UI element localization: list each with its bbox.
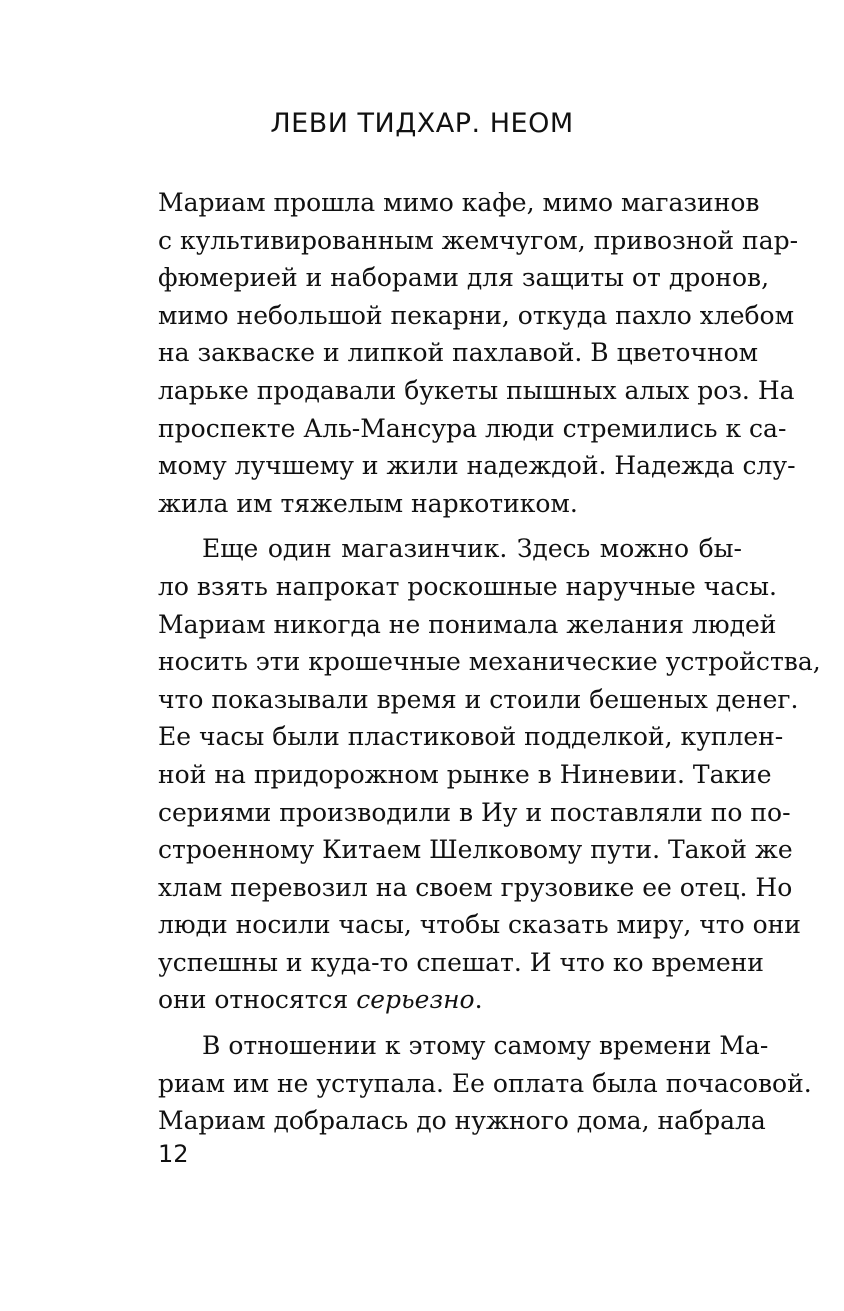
paragraph-3-line-3: Мариам добралась до нужного дома, набрала	[158, 1106, 766, 1136]
paragraph-1-line-4: мимо небольшой пекарни, откуда пахло хлебом	[158, 300, 795, 330]
page-number: 12	[158, 1140, 189, 1168]
running-title: ЛЕВИ ТИДХАР. НЕОМ	[270, 108, 574, 139]
paragraph-1-line-6: ларьке продавали букеты пышных алых роз. На	[158, 375, 795, 405]
paragraph-3-line-1: В отношении к этому самому времени Ма-	[202, 1031, 769, 1061]
paragraph-1-line-1: Мариам прошла мимо кафе, мимо магазинов	[158, 188, 760, 217]
paragraph-2-line-8: сериями производили в Иу и поставляли по по-	[158, 797, 791, 827]
paragraph-1-line-3: фюмерией и наборами для защиты от дронов,	[158, 263, 770, 293]
paragraph-2-line-3: Мариам никогда не понимала желания людей	[158, 609, 777, 639]
emphasis-word: серьезно	[356, 985, 475, 1015]
paragraph-2-line-10: хлам перевозил на своем грузовике ее отец. Но	[158, 872, 793, 902]
paragraph-2-line-4: носить эти крошечные механические устройства,	[158, 647, 821, 677]
paragraph-2-last-suffix: .	[474, 985, 483, 1015]
paragraph-1-line-2: с культивированным жемчугом, привозной пар-	[158, 225, 799, 255]
paragraph-1-line-7: проспекте Аль-Мансура люди стремились к са-	[158, 413, 787, 443]
paragraph-2-last-prefix: они относятся	[158, 985, 357, 1015]
paragraph-3-line-2: риам им не уступала. Ее оплата была почасовой.	[158, 1068, 812, 1098]
paragraph-2-line-12: успешны и куда-то спешат. И что ко времени	[158, 947, 764, 977]
body-text	[158, 184, 821, 1140]
paragraph-2-line-6: Ее часы были пластиковой подделкой, куплен-	[158, 722, 784, 752]
paragraph-2-line-5: что показывали время и стоили бешеных денег.	[158, 684, 799, 714]
paragraph-1-line-8: мому лучшему и жили надеждой. Надежда слу-	[158, 451, 796, 481]
paragraph-2-line-11: люди носили часы, чтобы сказать миру, что они	[158, 910, 801, 940]
paragraph-2-line-13	[158, 981, 742, 1019]
paragraph-1-line-9: жила им тяжелым наркотиком.	[158, 488, 578, 518]
paragraph-2-line-2: ло взять напрокат роскошные наручные часы.	[158, 571, 778, 601]
paragraph-1-line-5: на закваске и липкой пахлавой. В цветочном	[158, 338, 759, 368]
paragraph-2-line-9: строенному Китаем Шелковому пути. Такой же	[158, 835, 793, 865]
paragraph-2-line-1: Еще один магазинчик. Здесь можно бы-	[202, 534, 742, 564]
paragraph-2-line-7: ной на придорожном рынке в Ниневии. Такие	[158, 759, 772, 789]
